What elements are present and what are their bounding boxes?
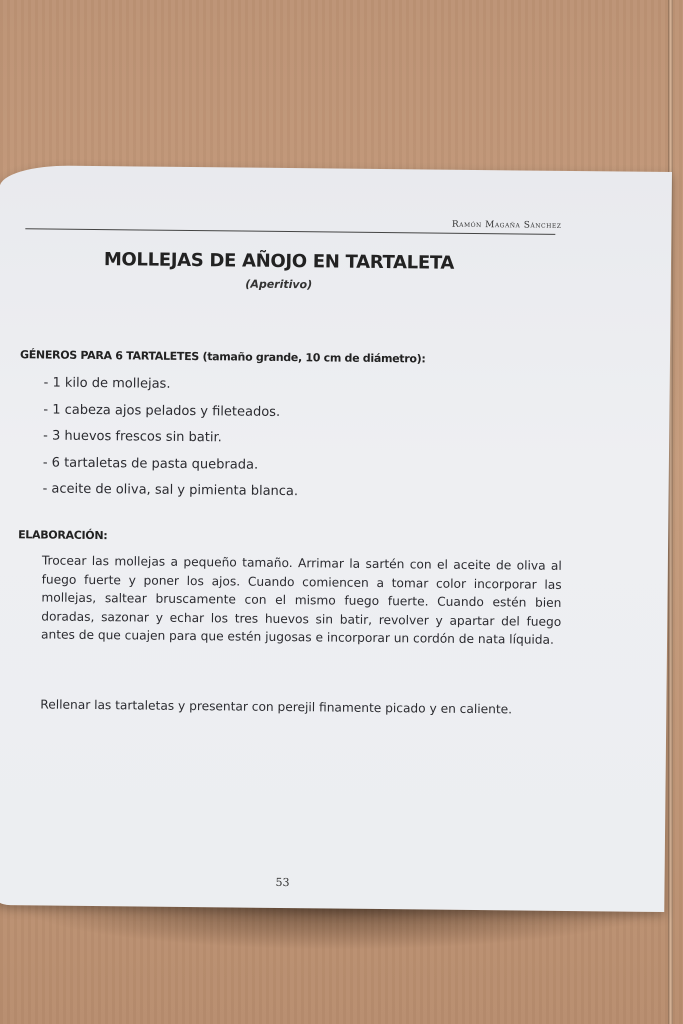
- ingredient-item: - 6 tartaletas de pasta quebrada.: [42, 454, 259, 473]
- recipe-subtitle: (Aperitivo): [245, 277, 313, 292]
- running-head: Ramón Magaña Sánchez: [451, 219, 562, 231]
- preparation-heading: ELABORACIÓN:: [18, 528, 108, 543]
- ingredients-list: [42, 370, 299, 505]
- ingredients-heading-label: GÉNEROS PARA 6 TARTALETES: [19, 348, 200, 364]
- page-number: 53: [275, 875, 290, 890]
- preparation-paragraph: Trocear las mollejas a pequeño tamaño. Arrimar la sartén con el aceite de oliva al fuego fuerte y poner los ajos. Cuando comiencen a tomar color incorporar las mollejas, saltear bruscamente con el mismo fuego fuerte. Cuando estén bien doradas, sazonar y echar los tres huevos sin batir, revolver y apartar del fuego antes de que cuajen para que estén jugosas e incorporar un cordón de nata líquida.: [41, 553, 562, 647]
- ingredients-heading: [20, 348, 426, 365]
- ingredient-item: - 1 kilo de mollejas.: [43, 375, 171, 392]
- wood-table-seam: [668, 0, 673, 1024]
- ingredient-item: - aceite de oliva, sal y pimienta blanca.: [42, 481, 299, 500]
- ingredients-heading-note: (tamaño grande, 10 cm de diámetro):: [202, 350, 426, 366]
- book-page: [0, 165, 672, 912]
- ingredient-item: - 1 cabeza ajos pelados y fileteados.: [43, 401, 281, 420]
- preparation-paragraph: Rellenar las tartaletas y presentar con perejil finamente picado y en caliente.: [40, 697, 513, 717]
- recipe-title: MOLLEJAS DE AÑOJO EN TARTALETA: [103, 249, 455, 274]
- ingredient-item: - 3 huevos frescos sin batir.: [43, 428, 222, 446]
